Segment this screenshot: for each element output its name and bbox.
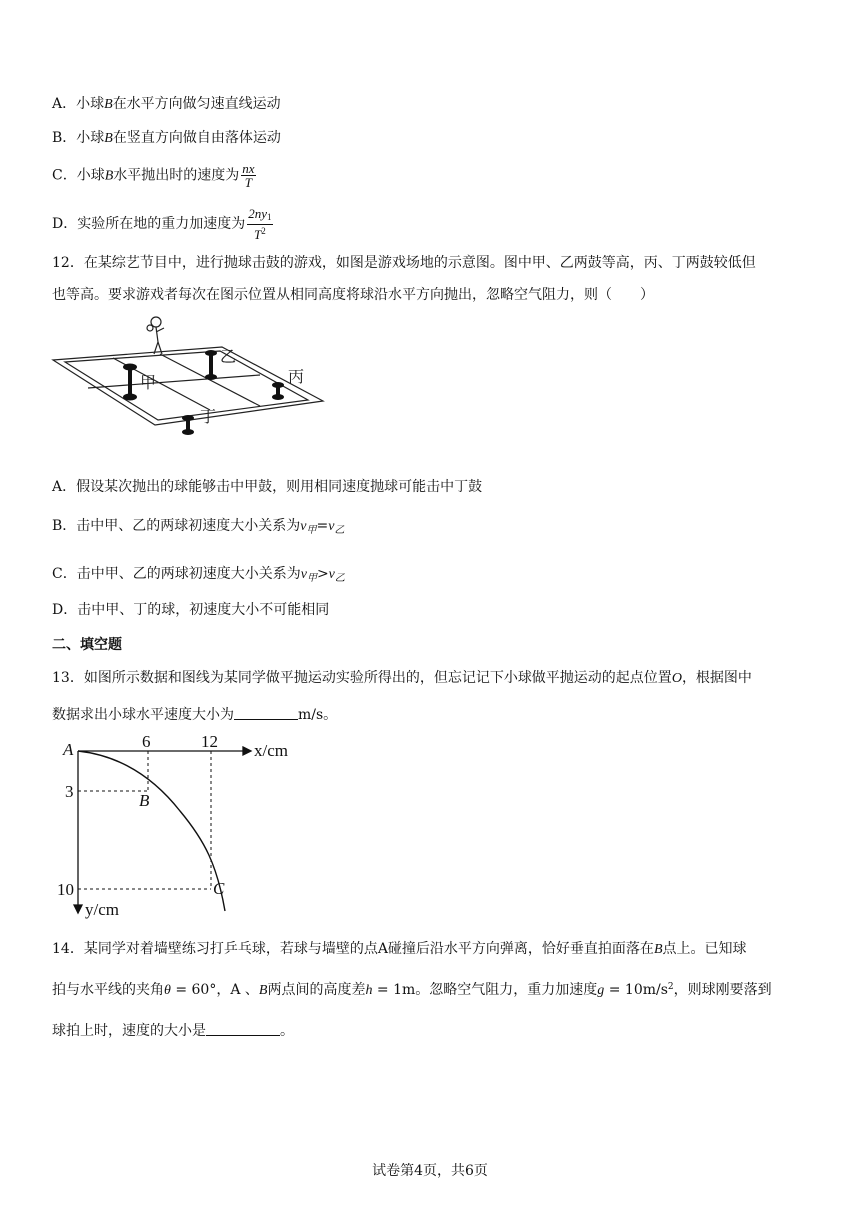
math-text: = 10m/s (604, 982, 668, 998)
variable: v (328, 567, 335, 582)
unit-text: m/s。 (298, 707, 338, 723)
label-bing: 丙 (288, 367, 305, 386)
relation: = (316, 518, 329, 534)
superscript: 2 (261, 226, 266, 236)
x-tick-label: 6 (142, 732, 151, 751)
q11-option-a (52, 93, 281, 113)
fraction-numerator (247, 207, 272, 225)
fraction-denominator (247, 225, 272, 241)
point-c-label: C (213, 879, 225, 898)
subscript: 乙 (334, 525, 345, 536)
variable: θ (164, 983, 171, 998)
variable: v (328, 519, 335, 534)
q14-line1 (52, 938, 747, 958)
option-text: 在竖直方向做自由落体运动 (112, 130, 281, 146)
y-axis-arrow-icon (74, 905, 82, 913)
subscript: 1 (267, 212, 272, 222)
stem-text: 。忽略空气阻力，重力加速度 (415, 982, 598, 998)
option-text: C．击中甲、乙的两球初速度大小关系为 (52, 566, 301, 582)
denominator-text: T (254, 227, 262, 242)
q13-stem-line2 (52, 704, 337, 724)
variable: B (258, 983, 268, 998)
q13-trajectory-graph (55, 733, 295, 923)
option-text: 水平抛出时的速度为 (113, 167, 240, 184)
subscript: 甲 (306, 525, 317, 536)
y-axis-label: y/cm (85, 900, 119, 919)
q12-stem-line2: 也等高。要求游戏者每次在图示位置从相同高度将球沿水平方向抛出，忽略空气阻力，则（ ） (52, 287, 654, 303)
stem-text: 数据求出小球水平速度大小为 (52, 707, 234, 723)
stem-text: 13．如图所示数据和图线为某同学做平抛运动实验所得出的，但忘记记下小球做平抛运动的起点位置 (52, 670, 672, 686)
fraction (241, 162, 255, 189)
math-text: = 1m (372, 982, 416, 998)
option-text: 在水平方向做匀速直线运动 (112, 96, 281, 112)
label-ding: 丁 (200, 407, 217, 426)
stem-text: 球拍上时，速度的大小是 (52, 1023, 206, 1039)
point-b-label: B (139, 791, 150, 810)
relation: > (316, 566, 329, 582)
subscript: 乙 (334, 573, 345, 584)
option-text: A．小球 (52, 96, 105, 112)
x-axis-arrow-icon (243, 747, 251, 755)
option-text: B．击中甲、乙的两球初速度大小关系为 (52, 518, 301, 534)
y-tick-label: 10 (57, 880, 74, 899)
player-icon (147, 317, 164, 354)
x-axis-label: x/cm (254, 741, 288, 760)
variable: v (300, 567, 307, 582)
label-jia: 甲 (140, 373, 157, 392)
y-tick-label: 3 (65, 782, 74, 801)
x-tick-label: 12 (201, 732, 218, 751)
fraction (247, 207, 272, 241)
label-yi: 乙 (220, 347, 237, 366)
stem-text: 拍与水平线的夹角 (52, 982, 164, 998)
variable: h (365, 983, 373, 998)
variable: B (104, 97, 113, 112)
stem-text: ，则球刚要落到 (673, 982, 772, 998)
numerator-text: 2ny (248, 206, 268, 221)
q11-option-d (52, 207, 273, 241)
q12-option-d: D．击中甲、丁的球，初速度大小不可能相同 (52, 602, 330, 618)
variable: B (104, 131, 113, 146)
q12-field-figure (50, 312, 330, 442)
field-inner-border (65, 351, 308, 420)
superscript: 2 (667, 982, 674, 992)
subscript: 甲 (306, 573, 317, 584)
fraction-numerator: nx (242, 161, 255, 176)
stem-text: 点上。已知球 (662, 941, 747, 957)
drum-ding (182, 415, 194, 435)
q14-line3 (52, 1020, 294, 1040)
q12-stem-line1: 12．在某综艺节目中，进行抛球击鼓的游戏，如图是游戏场地的示意图。图中甲、乙两鼓等高，丙、丁两鼓较低但 (52, 255, 756, 271)
page-footer: 试卷第4页，共6页 (372, 1163, 488, 1179)
drum-yi (205, 350, 217, 380)
drum-jia (123, 364, 137, 401)
option-text: B．小球 (52, 130, 105, 146)
math-text: = 60° (170, 982, 217, 998)
stem-text: 两点间的高度差 (267, 982, 366, 998)
answer-blank[interactable] (234, 707, 298, 720)
point-a-label: A (63, 740, 74, 759)
option-text: D．实验所在地的重力加速度为 (52, 216, 246, 232)
variable: g (597, 983, 605, 998)
answer-blank[interactable] (206, 1023, 280, 1036)
stem-text: 14．某同学对着墙壁练习打乒乓球，若球与墙壁的点A碰撞后沿水平方向弹离，恰好垂直拍面落在 (52, 941, 654, 957)
q12-option-a: A．假设某次抛出的球能够击中甲鼓，则用相同速度抛球可能击中丁鼓 (52, 479, 483, 495)
option-text: C．小球 (52, 167, 105, 184)
stem-text: ，A 、 (216, 982, 259, 998)
q14-line2 (52, 979, 772, 999)
q13-stem-line1 (52, 667, 752, 687)
variable: B (653, 942, 663, 957)
variable: v (300, 519, 307, 534)
stem-text: 。 (280, 1023, 294, 1039)
q12-option-c (52, 563, 345, 584)
field-line (88, 375, 260, 388)
variable: B (104, 168, 114, 184)
stem-text: ，根据图中 (681, 670, 752, 686)
fraction-denominator: T (244, 175, 253, 190)
q11-option-c (52, 162, 256, 189)
trajectory-curve (78, 751, 225, 911)
q12-option-b (52, 515, 344, 536)
q11-option-b (52, 127, 281, 147)
drum-bing (272, 382, 284, 400)
section-title: 二、填空题 (52, 637, 122, 653)
variable: O (671, 671, 682, 686)
